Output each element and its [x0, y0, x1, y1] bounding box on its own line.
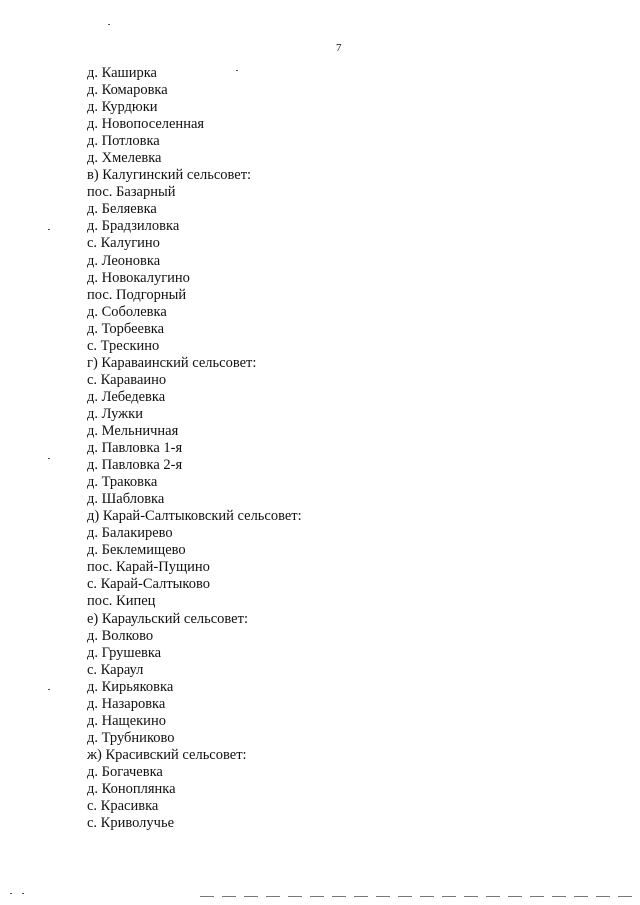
list-item: д. Соболевка — [87, 303, 167, 320]
scan-speck — [10, 893, 12, 894]
list-item: д. Курдюки — [87, 99, 158, 116]
list-item: с. Трескино — [87, 337, 160, 354]
list-item: д. Богачевка — [87, 763, 163, 780]
list-item: д. Торбеевка — [87, 320, 165, 337]
section-heading: е) Караульский сельсовет: — [87, 610, 248, 627]
list-item: с. Караваино — [87, 371, 167, 388]
list-item: д. Нащекино — [87, 712, 166, 729]
list-item: д. Леоновка — [87, 252, 161, 269]
section-heading: в) Калугинский сельсовет: — [87, 167, 252, 184]
list-item: д. Новокалугино — [87, 269, 190, 286]
list-item: д. Беляевка — [87, 201, 157, 218]
list-item: с. Карай-Салтыково — [87, 576, 210, 593]
list-item: с. Криволучье — [87, 815, 174, 832]
footer-scan-line — [200, 896, 640, 897]
list-item: д. Лебедевка — [87, 388, 166, 405]
list-item: пос. Базарный — [87, 184, 176, 201]
list-item: д. Назаровка — [87, 695, 166, 712]
settlement-list — [87, 65, 302, 832]
list-item: д. Беклемищево — [87, 542, 186, 559]
list-item: д. Грушевка — [87, 644, 162, 661]
scan-speck — [48, 689, 50, 690]
list-item: д. Брадзиловка — [87, 218, 180, 235]
list-item: д. Кирьяковка — [87, 678, 174, 695]
section-heading: д) Карай-Салтыковский сельсовет: — [87, 508, 302, 525]
scan-speck — [22, 893, 24, 894]
section-heading: ж) Красивский сельсовет: — [87, 746, 247, 763]
list-item: д. Балакирево — [87, 525, 173, 542]
scan-speck — [48, 458, 50, 459]
list-item: д. Потловка — [87, 133, 160, 150]
list-item: д. Шабловка — [87, 491, 165, 508]
list-item: с. Калугино — [87, 235, 160, 252]
section-heading: г) Караваинский сельсовет: — [87, 354, 257, 371]
list-item: пос. Карай-Пущино — [87, 559, 210, 576]
list-item: д. Комаровка — [87, 82, 168, 99]
list-item: д. Волково — [87, 627, 154, 644]
list-item: д. Хмелевка — [87, 150, 162, 167]
list-item: д. Траковка — [87, 474, 158, 491]
scan-speck — [108, 24, 110, 25]
list-item: д. Каширка — [87, 65, 157, 81]
list-item: с. Караул — [87, 661, 144, 678]
list-item: с. Красивка — [87, 798, 159, 815]
list-item: пос. Подгорный — [87, 286, 187, 303]
page-number: 7 — [336, 42, 342, 54]
list-item: пос. Кипец — [87, 593, 156, 610]
scan-speck — [236, 70, 238, 71]
list-item: д. Павловка 1-я — [87, 440, 183, 457]
list-item: д. Трубниково — [87, 729, 175, 746]
list-item: д. Павловка 2-я — [87, 457, 183, 474]
list-item: д. Коноплянка — [87, 780, 176, 797]
list-item: д. Новопоселенная — [87, 116, 205, 133]
list-item: д. Мельничная — [87, 422, 179, 439]
list-item: д. Лужки — [87, 405, 143, 422]
scan-speck — [48, 229, 50, 230]
